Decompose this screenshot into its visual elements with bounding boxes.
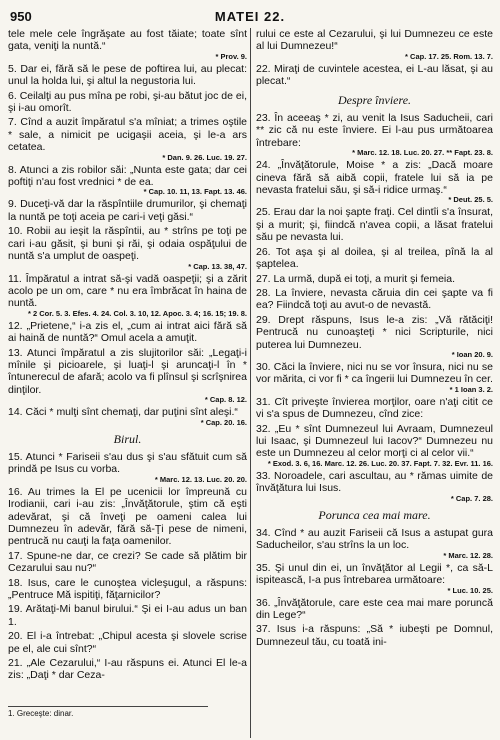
verse-text: 22. Miraţi de cuvintele acestea, ei L-au lăsat, şi au plecat.“ — [256, 62, 493, 88]
left-verses-after — [8, 451, 247, 682]
cross-reference: * Cap. 17. 25. Rom. 13. 7. — [405, 51, 493, 61]
section-heading-birul: Birul. — [113, 431, 142, 446]
verse-text: 31. Cît priveşte învierea morţilor, oare n'aţi citit ce vi s'a spus de Dumnezeu, cînd zice: — [256, 395, 493, 421]
verse-text: 16. Au trimes la El pe ucenicii lor împreună cu Irodianii, cari i-au zis: „Învăţătorule, ştim că eşti adevărat, şi că înveţi pe oameni calea lui Dumnezeu în adevăr, fără să-Ţi pese de nimeni, pentrucă nu cauţi la faţa oamenilor. — [8, 485, 247, 548]
book-title: MATEI 22. — [214, 9, 286, 24]
verse-text: 30. Căci la înviere, nici nu se vor însura, nici nu se vor mărita, ci vor fi * ca îngerii lui Dumnezeu în cer. — [256, 360, 493, 386]
verse — [256, 28, 493, 61]
verse-text: 36. „Învăţătorule, care este cea mai mare poruncă din Lege?“ — [256, 596, 493, 622]
verse-text: 32. „Eu * sînt Dumnezeul lui Avraam, Dumnezeul lui Isaac, şi Dumnezeul lui Iacov?“ Dumnezeu nu este un Dumnezeu al celor morţi ci al celor vii.“ — [256, 422, 493, 460]
verse — [8, 486, 247, 548]
verse-text: 26. Tot aşa şi al doilea, şi al treilea, pînă la al şaptelea. — [256, 245, 493, 271]
verse-text: 33. Noroadele, cari ascultau, au * rămas uimite de învăţătura lui Isus. — [256, 469, 493, 495]
verse — [256, 314, 493, 359]
verse-text: 5. Dar ei, fără să le pese de poftirea lui, au plecat: unul la holda lui, şi altul la negustoria lui. — [8, 62, 247, 88]
column-divider — [250, 28, 251, 738]
verse-text: 28. La înviere, nevasta căruia din cei şapte va fi ea? Fiindcă toţi au avut-o de nevastă. — [256, 286, 493, 312]
verse — [8, 225, 247, 270]
verse — [8, 273, 247, 318]
verse — [256, 206, 493, 243]
cross-reference: * Cap. 7. 28. — [450, 493, 493, 503]
section-heading-inviere: Despre înviere. — [337, 92, 412, 107]
verse-text: 35. Şi unul din ei, un învăţător al Legii *, ca să-L ispitească, I-a pus întrebarea următoare: — [256, 561, 493, 587]
right-verses — [256, 28, 493, 88]
verse — [256, 527, 493, 560]
verse — [256, 63, 493, 88]
verse-text: 11. Împăratul a intrat să-şi vadă oaspeţii; şi a zărit acolo pe un om, care * nu era îmbrăcat în haina de nuntă. — [8, 272, 247, 310]
verse — [256, 112, 493, 157]
right-column — [256, 28, 493, 650]
footnote: 1. Greceşte: dinar. — [8, 706, 208, 718]
cross-reference: * Ioan 20. 9. — [451, 349, 493, 359]
cross-reference: * Exod. 3. 6, 16. Marc. 12. 26. Luc. 20. 37. Fapt. 7. 32. Evr. 11. 16. — [267, 458, 493, 468]
verse-text: 12. „Prietene,“ i-a zis el, „cum ai intrat aici fără să ai haină de nuntă?“ Omul acela a amuţit. — [8, 319, 247, 345]
verse-text: 15. Atunci * Fariseii s'au dus şi s'au sfătuit cum să prindă pe Isus cu vorba. — [8, 450, 247, 476]
section-heading-porunca: Porunca cea mai mare. — [318, 507, 431, 522]
verse — [8, 320, 247, 345]
cross-reference: * Marc. 12. 18. Luc. 20. 27. ** Fapt. 23. 8. — [352, 148, 493, 158]
verse-text: tele mele cele îngrăşate au fost tăiate; toate sînt gata, veniţi la nuntă.“ — [8, 28, 247, 53]
cross-reference: * Marc. 12. 13. Luc. 20. 20. — [154, 474, 247, 484]
verse-text: 34. Cînd * au auzit Fariseii că Isus a astupat gura Saducheilor, s'au strîns la un loc. — [256, 527, 493, 552]
verse — [256, 287, 493, 312]
right-verses-end — [256, 527, 493, 648]
verse — [8, 90, 247, 115]
verse — [256, 361, 493, 394]
page-header — [10, 8, 490, 26]
verse-text: 6. Ceilalţi au pus mîna pe robi, şi-au bătut joc de ei, şi i-au omorît. — [8, 89, 247, 115]
verse-text: 29. Drept răspuns, Isus le-a zis: „Vă rătăciţi! Pentrucă nu cunoaşteţi * nici Scripturile, nici puterea lui Dumnezeu. — [256, 313, 493, 351]
left-verses — [8, 28, 247, 427]
verse — [8, 116, 247, 161]
verse-text: 21. „Ale Cezarului,“ I-au răspuns ei. Atunci El le-a zis: „Daţi * dar Ceza- — [8, 657, 247, 682]
verse — [256, 470, 493, 503]
verse-text: 23. În aceeaş * zi, au venit la Isus Saducheii, cari ** zic că nu este înviere. Ei l-au pus următoarea întrebare: — [256, 112, 493, 149]
verse — [8, 347, 247, 405]
cross-reference: * Dan. 9. 26. Luc. 19. 27. — [162, 152, 247, 162]
verse-text: rului ce este al Cezarului, şi lui Dumnezeu ce este al lui Dumnezeu!“ — [256, 28, 493, 53]
page-number: 950 — [10, 9, 32, 24]
verse — [8, 28, 247, 61]
verse — [8, 550, 247, 575]
right-verses-mid — [256, 112, 493, 503]
cross-reference: * 1 Ioan 3. 2. — [449, 384, 493, 394]
verse — [256, 562, 493, 595]
verse — [256, 159, 493, 204]
verse-text: 14. Căci * mulţi sînt chemaţi, dar puţini sînt aleşi.“ — [8, 406, 238, 419]
cross-reference: * Cap. 13. 38, 47. — [188, 261, 247, 271]
verse-text: 37. Isus i-a răspuns: „Să * iubeşti pe Domnul, Dumnezeul tău, cu toată ini- — [256, 623, 493, 648]
verse — [256, 396, 493, 421]
verse-text: 24. „Învăţătorule, Moise * a zis: „Dacă moare cineva fără să aibă copii, fratele lui să ia pe nevasta fratelui său, şi să-i ridice urmaş.“ — [256, 159, 493, 197]
cross-reference: * Cap. 10. 11, 13. Fapt. 13. 46. — [143, 187, 247, 197]
verse — [8, 63, 247, 88]
verse — [8, 577, 247, 602]
cross-reference: * Deut. 25. 5. — [448, 195, 493, 205]
verse — [8, 657, 247, 682]
verse-text: 7. Cînd a auzit împăratul s'a mîniat; a trimes oştile * sale, a nimicit pe ucigaşii aceia, şi le-a ars cetatea. — [8, 116, 247, 154]
verse — [256, 246, 493, 271]
cross-reference: * Prov. 9. — [215, 51, 247, 61]
verse-text: 10. Robii au ieşit la răspîntii, au * strîns pe toţi pe cari i-au găsit, şi buni şi răi, şi odaia ospăţului de nuntă s'a umplut de oaspeţi. — [8, 225, 247, 263]
cross-reference: * Cap. 20. 16. — [200, 417, 247, 427]
verse — [256, 597, 493, 622]
verse — [256, 423, 493, 468]
verse-text: 20. El i-a întrebat: „Chipul acesta şi slovele scrise pe el, ale cui sînt?“ — [8, 630, 247, 655]
verse — [8, 630, 247, 655]
verse-text: 13. Atunci împăratul a zis slujitorilor săi: „Legaţi-i mînile şi picioarele, şi luaţi-l şi aruncaţi-l în * întunerecul de afară; acolo va fi plînsul şi scrîşnirea dinţilor. — [8, 346, 247, 396]
verse — [8, 603, 247, 628]
left-column — [8, 28, 247, 684]
verse-text: 9. Duceţi-vă dar la răspîntiile drumurilor, şi chemaţi la nuntă pe toţi aceia pe cari-i veţi găsi.“ — [8, 198, 247, 223]
verse — [256, 273, 493, 285]
verse-text: 8. Atunci a zis robilor săi: „Nunta este gata; dar cei poftiţi n'au fost vrednici * de ea. — [8, 163, 247, 189]
verse-text: 19. Arătaţi-Mi banul birului.“ Şi ei I-au adus un ban 1. — [8, 603, 247, 628]
verse — [256, 623, 493, 648]
verse-text: 18. Isus, care le cunoştea vicleşugul, a răspuns: „Pentruce Mă ispitiţi, făţarnicilor? — [8, 576, 247, 602]
verse — [8, 198, 247, 223]
verse — [8, 406, 247, 426]
cross-reference: * Luc. 10. 25. — [447, 585, 493, 595]
verse-text: 25. Erau dar la noi şapte fraţi. Cel dintîi s'a însurat, şi a murit; şi, fiindcă n'avea copii, a lăsat fratelui său pe nevasta lui. — [256, 206, 493, 244]
verse-text: 27. La urmă, după ei toţi, a murit şi femeia. — [256, 272, 456, 285]
cross-reference: * Cap. 8. 12. — [204, 395, 247, 405]
verse — [8, 451, 247, 484]
cross-reference: * Marc. 12. 28. — [443, 550, 493, 560]
verse — [8, 164, 247, 197]
verse-text: 17. Spune-ne dar, ce crezi? Se cade să plătim bir Cezarului sau nu?“ — [8, 549, 247, 575]
cross-reference: * 2 Cor. 5. 3. Efes. 4. 24. Col. 3. 10, 12. Apoc. 3. 4; 16. 15; 19. 8. — [28, 308, 247, 318]
